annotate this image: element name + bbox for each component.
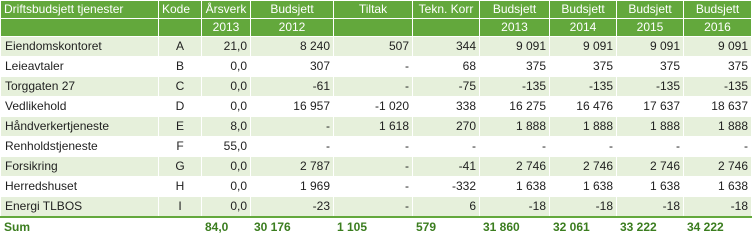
sum-label: Sum — [1, 217, 159, 237]
sum-fte: 84,0 — [202, 217, 251, 237]
cell-code: F — [159, 137, 202, 157]
cell-measures: 1 618 — [334, 117, 413, 137]
cell-measures: 507 — [334, 37, 413, 57]
table-row — [1, 117, 752, 137]
cell-budget-2012: 2 787 — [251, 157, 334, 177]
cell-budget-2016: -135 — [684, 77, 752, 97]
cell-tech-corr: 270 — [413, 117, 480, 137]
cell-measures: - — [334, 177, 413, 197]
cell-budget-2015: -18 — [617, 197, 684, 218]
cell-budget-2012: 1 969 — [251, 177, 334, 197]
sum-budget-2014: 32 061 — [550, 217, 617, 237]
cell-tech-corr: -332 — [413, 177, 480, 197]
cell-budget-2012: 8 240 — [251, 37, 334, 57]
table-row — [1, 37, 752, 57]
cell-budget-2013: 2 746 — [480, 157, 550, 177]
cell-code: H — [159, 177, 202, 197]
cell-measures: - — [334, 157, 413, 177]
cell-budget-2015: 2 746 — [617, 157, 684, 177]
cell-budget-2012: - — [251, 117, 334, 137]
cell-budget-2014: 9 091 — [550, 37, 617, 57]
cell-budget-2012: 307 — [251, 57, 334, 77]
table-row — [1, 57, 752, 77]
table-row — [1, 77, 752, 97]
cell-budget-2015: 1 638 — [617, 177, 684, 197]
cell-code: G — [159, 157, 202, 177]
sum-budget-2015: 33 222 — [617, 217, 684, 237]
cell-service-name: Forsikring — [1, 157, 159, 177]
header-row-1 — [1, 1, 752, 19]
cell-tech-corr: 338 — [413, 97, 480, 117]
cell-service-name: Vedlikehold — [1, 97, 159, 117]
cell-budget-2016: - — [684, 137, 752, 157]
cell-fte: 0,0 — [202, 97, 251, 117]
cell-measures: - — [334, 197, 413, 218]
col-header-measures: Tiltak — [334, 1, 413, 19]
cell-budget-2014: 2 746 — [550, 157, 617, 177]
col-header-tech-corr: Tekn. Korr — [413, 1, 480, 19]
cell-fte: 0,0 — [202, 197, 251, 218]
cell-budget-2013: - — [480, 137, 550, 157]
cell-budget-2012: 16 957 — [251, 97, 334, 117]
table-footer — [1, 217, 752, 237]
cell-tech-corr: 68 — [413, 57, 480, 77]
cell-budget-2013: 9 091 — [480, 37, 550, 57]
cell-service-name: Renholdstjeneste — [1, 137, 159, 157]
cell-budget-2014: -18 — [550, 197, 617, 218]
cell-budget-2016: -18 — [684, 197, 752, 218]
cell-tech-corr: -41 — [413, 157, 480, 177]
cell-budget-2014: -135 — [550, 77, 617, 97]
col-subheader-fte: 2013 — [202, 19, 251, 37]
cell-fte: 0,0 — [202, 157, 251, 177]
cell-code: D — [159, 97, 202, 117]
col-subheader-code — [159, 19, 202, 37]
cell-budget-2014: 16 476 — [550, 97, 617, 117]
cell-budget-2014: - — [550, 137, 617, 157]
table-body — [1, 37, 752, 218]
col-header-service: Driftsbudsjett tjenester — [1, 1, 159, 19]
cell-budget-2013: 1 638 — [480, 177, 550, 197]
col-header-budget-2015: Budsjett — [617, 1, 684, 19]
cell-tech-corr: - — [413, 137, 480, 157]
cell-budget-2015: 17 637 — [617, 97, 684, 117]
col-subheader-measures — [334, 19, 413, 37]
cell-budget-2016: 2 746 — [684, 157, 752, 177]
col-header-budget-2013: Budsjett — [480, 1, 550, 19]
sum-budget-2012: 30 176 — [251, 217, 334, 237]
cell-code: I — [159, 197, 202, 218]
cell-measures: - — [334, 57, 413, 77]
col-subheader-budget-2016: 2016 — [684, 19, 752, 37]
cell-fte: 0,0 — [202, 77, 251, 97]
cell-code: E — [159, 117, 202, 137]
cell-budget-2016: 375 — [684, 57, 752, 77]
col-subheader-budget-2012: 2012 — [251, 19, 334, 37]
cell-fte: 8,0 — [202, 117, 251, 137]
col-header-fte: Årsverk — [202, 1, 251, 19]
cell-code: B — [159, 57, 202, 77]
cell-budget-2013: 375 — [480, 57, 550, 77]
cell-budget-2013: -18 — [480, 197, 550, 218]
cell-budget-2012: -61 — [251, 77, 334, 97]
cell-tech-corr: 6 — [413, 197, 480, 218]
table-row — [1, 157, 752, 177]
col-header-budget-2014: Budsjett — [550, 1, 617, 19]
cell-service-name: Energi TLBOS — [1, 197, 159, 218]
cell-budget-2014: 375 — [550, 57, 617, 77]
cell-fte: 0,0 — [202, 57, 251, 77]
cell-budget-2016: 9 091 — [684, 37, 752, 57]
cell-budget-2013: 1 888 — [480, 117, 550, 137]
cell-budget-2014: 1 888 — [550, 117, 617, 137]
cell-service-name: Leieavtaler — [1, 57, 159, 77]
cell-measures: -1 020 — [334, 97, 413, 117]
col-subheader-budget-2015: 2015 — [617, 19, 684, 37]
col-header-code: Kode — [159, 1, 202, 19]
cell-budget-2016: 1 888 — [684, 117, 752, 137]
cell-budget-2015: 9 091 — [617, 37, 684, 57]
col-header-budget-2012: Budsjett — [251, 1, 334, 19]
cell-service-name: Håndverkertjeneste — [1, 117, 159, 137]
cell-budget-2015: -135 — [617, 77, 684, 97]
cell-budget-2012: -23 — [251, 197, 334, 218]
cell-budget-2015: 375 — [617, 57, 684, 77]
col-header-budget-2016: Budsjett — [684, 1, 752, 19]
sum-budget-2016: 34 222 — [684, 217, 752, 237]
cell-budget-2015: - — [617, 137, 684, 157]
cell-budget-2014: 1 638 — [550, 177, 617, 197]
col-subheader-budget-2013: 2013 — [480, 19, 550, 37]
sum-tech-corr: 579 — [413, 217, 480, 237]
col-subheader-service — [1, 19, 159, 37]
cell-budget-2015: 1 888 — [617, 117, 684, 137]
table-row — [1, 177, 752, 197]
table-row — [1, 197, 752, 218]
sum-budget-2013: 31 860 — [480, 217, 550, 237]
table-header — [1, 1, 752, 37]
cell-service-name: Torggaten 27 — [1, 77, 159, 97]
cell-budget-2016: 18 637 — [684, 97, 752, 117]
cell-code: C — [159, 77, 202, 97]
cell-measures: - — [334, 77, 413, 97]
cell-budget-2012: - — [251, 137, 334, 157]
cell-fte: 21,0 — [202, 37, 251, 57]
cell-code: A — [159, 37, 202, 57]
cell-measures: - — [334, 137, 413, 157]
cell-service-name: Herredshuset — [1, 177, 159, 197]
cell-tech-corr: 344 — [413, 37, 480, 57]
header-row-2 — [1, 19, 752, 37]
cell-fte: 0,0 — [202, 177, 251, 197]
cell-budget-2013: -135 — [480, 77, 550, 97]
table-row — [1, 137, 752, 157]
col-subheader-tech-corr — [413, 19, 480, 37]
sum-code — [159, 217, 202, 237]
cell-tech-corr: -75 — [413, 77, 480, 97]
table-row — [1, 97, 752, 117]
cell-budget-2016: 1 638 — [684, 177, 752, 197]
sum-row — [1, 217, 752, 237]
cell-service-name: Eiendomskontoret — [1, 37, 159, 57]
sum-measures: 1 105 — [334, 217, 413, 237]
cell-budget-2013: 16 275 — [480, 97, 550, 117]
col-subheader-budget-2014: 2014 — [550, 19, 617, 37]
cell-fte: 55,0 — [202, 137, 251, 157]
